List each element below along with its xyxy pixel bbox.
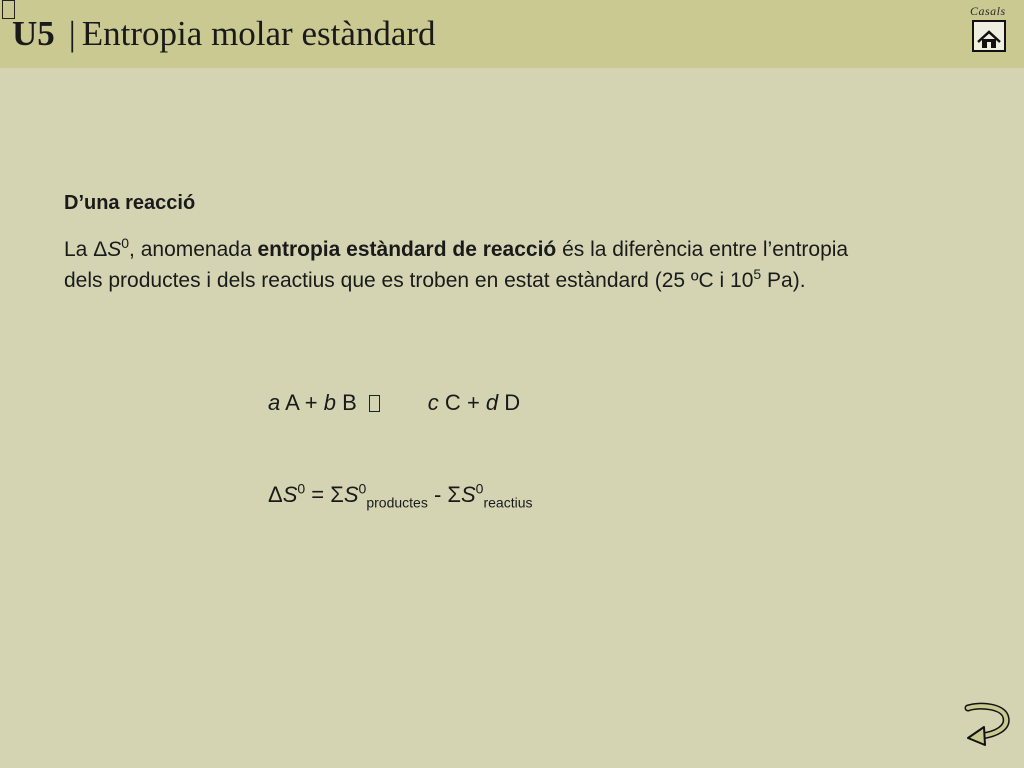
entropy-equation [268, 480, 533, 510]
para-text: La Δ [64, 238, 108, 261]
coef-a: a [268, 390, 281, 415]
missing-glyph-icon [369, 395, 380, 412]
title-text: Entropia molar estàndard [81, 14, 436, 53]
plus-sign: + [466, 390, 480, 415]
reactants-subscript: reactius [483, 494, 533, 511]
page-title [12, 14, 436, 54]
entropy-symbol: S [343, 482, 359, 507]
exponent: 5 [753, 266, 762, 282]
coef-b: b [323, 390, 336, 415]
brand-logo-text: Casals [970, 4, 1006, 18]
unit-label: U5 [12, 14, 55, 53]
reaction-equation [268, 388, 520, 418]
products-subscript: productes [366, 494, 428, 511]
entropy-symbol: S [282, 482, 298, 507]
title-separator: | [68, 14, 76, 53]
entropy-symbol: S [107, 238, 122, 261]
standard-superscript: 0 [358, 480, 367, 497]
para-text: és la diferència entre l’entropia dels productes i dels reactius que es troben en estat estàndard (25 ºC i 10 [64, 238, 849, 292]
coef-c: c [427, 390, 439, 415]
standard-superscript: 0 [297, 480, 306, 497]
minus-sum: - Σ [427, 482, 461, 507]
definition-paragraph [64, 234, 864, 296]
delta-symbol: Δ [268, 482, 283, 507]
equals-sum: = Σ [305, 482, 344, 507]
section-subheading: D’una reacció [64, 192, 196, 214]
species-c: C [444, 390, 461, 415]
plus-sign: + [304, 390, 318, 415]
coef-d: d [485, 390, 499, 415]
key-term: entropia estàndard de reacció [257, 238, 557, 261]
para-text: , anomenada [129, 238, 258, 261]
standard-superscript: 0 [121, 235, 130, 251]
species-b: B [342, 390, 357, 415]
return-arrow-icon[interactable] [960, 700, 1012, 748]
para-text: Pa). [761, 269, 806, 292]
home-icon[interactable] [972, 20, 1006, 52]
standard-superscript: 0 [475, 480, 484, 497]
header-band [0, 0, 1024, 68]
entropy-symbol: S [460, 482, 476, 507]
species-d: D [504, 390, 521, 415]
species-a: A [285, 390, 299, 415]
